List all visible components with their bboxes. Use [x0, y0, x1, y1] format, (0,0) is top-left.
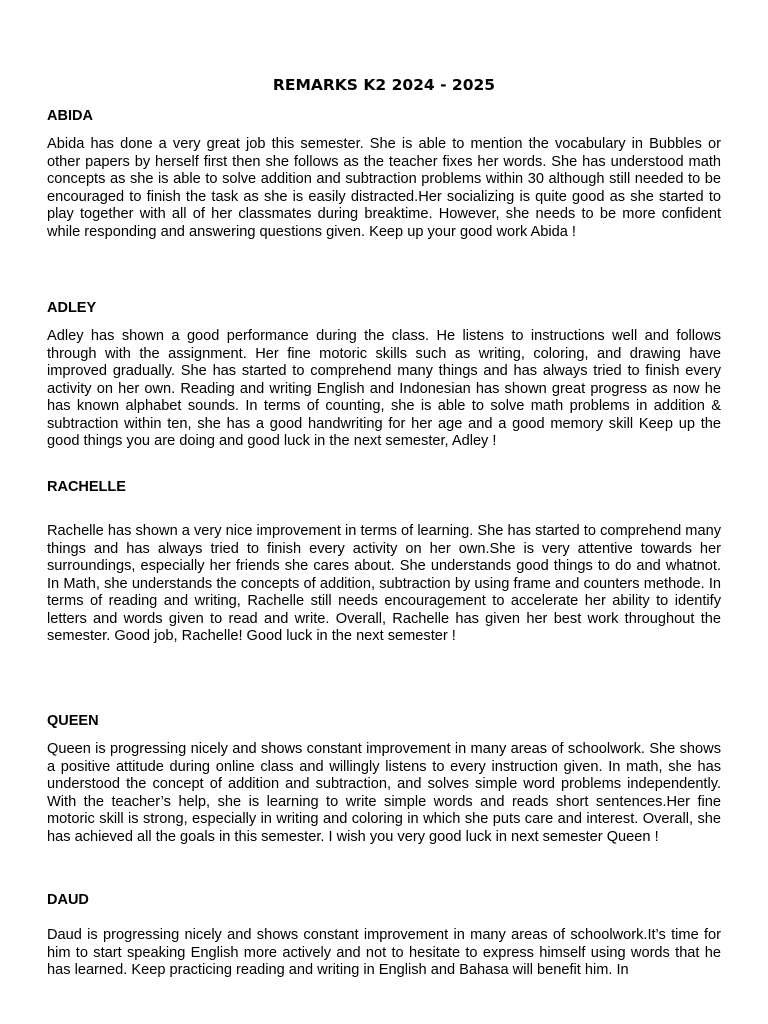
section-heading-rachelle: RACHELLE: [47, 479, 126, 495]
section-heading-daud: DAUD: [47, 892, 89, 908]
document-title: REMARKS K2 2024 - 2025: [272, 76, 496, 94]
section-text-daud: Daud is progressing nicely and shows constant improvement in many areas of schoolwork.It’s time for him to start speaking English more actively and not to hesitate to express himself using words that he has learned. Keep practicing reading and writing in English and Bahasa will benefit him. In: [47, 927, 721, 978]
section-text-adley: Adley has shown a good performance during the class. He listens to instructions well and follows through with the assignment. Her fine motoric skills such as writing, coloring, and drawing have improved gradually. She has started to comprehend many things and has always tried to finish every activity on her own. Reading and writing English and Indonesian has shown great progress as now he has known alphabet sounds. In terms of counting, she is able to solve math problems in addition & subtraction within ten, she has a good handwriting for her age and a good memory skill Keep up the good things you are doing and good luck in the next semester, Adley !: [47, 328, 721, 449]
section-text-queen: Queen is progressing nicely and shows constant improvement in many areas of schoolwork. She shows a positive attitude during online class and willingly listens to every instruction given. In math, she has understood the concept of addition and subtraction, and solves simple word problems independently. With the teacher’s help, she is learning to write simple words and reads short sentences.Her fine motoric skill is strong, especially in writing and coloring in which she puts care and interest. Overall, she has achieved all the goals in this semester. I wish you very good luck in next semester Queen !: [47, 741, 721, 845]
section-heading-queen: QUEEN: [47, 713, 99, 729]
section-text-rachelle: Rachelle has shown a very nice improvement in terms of learning. She has started to comprehend many things and has always tried to finish every activity on her own.She is very attentive towards her surroundings, especially her friends she cares about. She understands good things to do and whatnot. In Math, she understands the concepts of addition, subtraction by using frame and counters methode. In terms of reading and writing, Rachelle still needs encouragement to accelerate her ability to identify letters and words given to read and write. Overall, Rachelle has given her best work throughout the semester. Good job, Rachelle! Good luck in the next semester !: [47, 523, 721, 644]
section-heading-adley: ADLEY: [47, 300, 97, 316]
section-text-abida: Abida has done a very great job this semester. She is able to mention the vocabulary in Bubbles or other papers by herself first then she follows as the teacher fixes her words. She has understood math concepts as she is able to solve addition and subtraction problems within 30 although still needed to be encouraged to finish the task as she is easily distracted.Her socializing is quite good as she started to play together with all of her classmates during breaktime. However, she needs to be more confident while responding and answering questions given. Keep up your good work Abida !: [47, 136, 721, 240]
section-heading-abida: ABIDA: [47, 108, 93, 124]
